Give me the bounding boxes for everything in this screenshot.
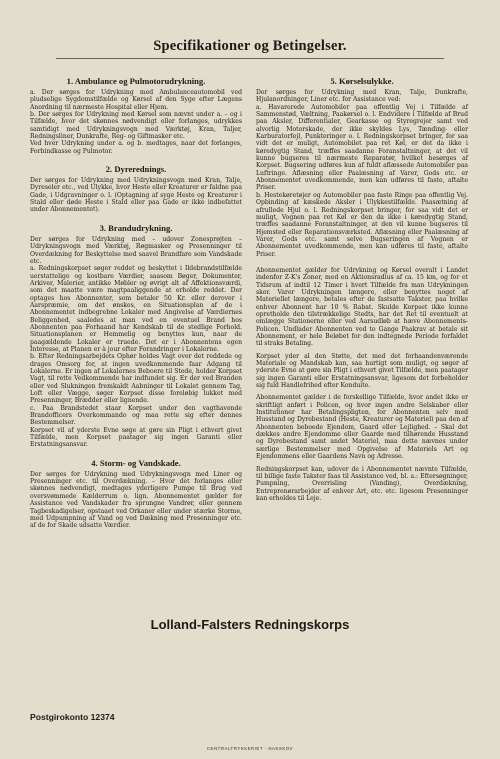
- section-paragraph: Der sørges for Udrykning med Udrykningsvogn med Kran, Talje, Dyreseler etc., ved Ulykke, hvor Heste eller Kreaturer er faldne paa Gade, i Udgravninger o. l. (Optagning af syge Heste og Kreaturer i Stald eller døde Heste i Stald eller paa Gade er ikke indbefattet under Abonnementet).: [30, 177, 242, 214]
- section-paragraph: a. Havarerede Automobiler paa offentlig Vej i Tilfælde af Sammenstød, Væltning, Paakørsel o. l. Endvidere i Tilfælde af Brud paa Aksler, Differentialer, Gearkasse og Styregrejer samt ved alvorlig Motorskade, der ikke skyldes Lys, Tænding- eller Karburatorfejl, Punkteringer o. l. Redningskorpset bringer, for saa vidt det er muligt, Automobilet paa ret Køl, er det da ikke i køredygtig Stand, træffes saadanne Foranstaltninger, at det vil kunne bugseres til nærmeste Reparatør, hvilket besørges af Korpset. Bugsering udføres kun af fuldt aflæssede Automobiler paa Luftringe. Aflæsning eller Paalæsning af Varer, Gods etc. er Abonnementet uvedkommende, men kan udføres til faste, aftalte Priser.: [256, 103, 468, 192]
- section-heading-animal-rescue: 2. Dyrerednings.: [105, 164, 167, 175]
- section-paragraph: b. Efter Redningsarbejdets Ophør holdes Vagt over det reddede og drages Omsorg for, at ingen uvedkommende faar Adgang til Lokalerne. Er ingen af Lokalernes Beboere til Stede, holder Korpset Vagt, til rette Vedkommende har indfundet sig. Er der ved Branden eller ved Slukningen fremkaldt Aabninger til Lokalet gennem Tag, Loft eller Vægge, søger Korpset disse foreløbig lukket med Presenninger, Brædder eller lignende.: [30, 353, 242, 405]
- title-divider: [56, 58, 444, 59]
- section-heading-traffic-accident: 5. Kørselsulykke.: [330, 76, 394, 86]
- section-paragraph: c. Paa Brandstedet staar Korpset under den vagthavende Brandofficers Overkommando og maa rette sig efter dennes Bestemmelser.: [30, 404, 242, 427]
- section-heading-ambulance: 1. Ambulance og Pulmotorudrykning.: [66, 76, 206, 86]
- left-column: [30, 76, 242, 530]
- terms-paragraph: Redningskorpset kan, udover de i Abonnementet nævnte Tilfælde, til billige faste Takster faas til Assistance ved, bl. a.: Eftersøgninger, Pumpning, Overrisling (Vanding), Overdækning, Entreprenørarbejder af enhver Art, etc. etc. ligesom Presenninger kan erholdes til Leje.: [256, 465, 468, 502]
- right-column: [256, 76, 468, 502]
- section-heading-fire: 3. Brandudrykning.: [99, 222, 173, 233]
- organization-name: Lolland-Falsters Redningskorps: [150, 617, 350, 632]
- giro-account: Postgirokonto 12374: [30, 712, 115, 722]
- section-paragraph: Ved hver Udrykning under a. og b. medtages, naar det forlanges, Forbindkasse og Pulmotor.: [30, 140, 242, 155]
- page-title: Specifikationer og Betingelser.: [153, 38, 347, 54]
- section-paragraph: a. Redningskorpset søger reddet og beskyttet i Ildebrandstilfælde uerstattelige og kostbare Værdier, saasom Bøger, Dokumenter, Arkiver, Malerier, antikke Møbler og øvrigt alt af Affektionsværdi, som det maatte være magtpaaliggende at erholde reddet. Der optages hos Abonnenter, som betaler 50 Kr. eller derover i Aarspræmie, om det ønskes, en Situationsplan af de i Abonnementet indbegrebne Lokaler med Angivelse af Værdiernes Beliggenhed, saaledes at man ved en eventuel Brand hos Abonnenten paa Forhaand har Kendskab til de stedlige Forhold. Situationsplanen er Hemmelig og benyttes kun, naar de paagældende Lokaler er truede. Det er i Abonnentens egen Interesse, at Planen er à jour efter Forandringer i Lokalerne.: [30, 265, 242, 353]
- terms-paragraph: Abonnementet gælder for Udrykning og Kørsel overalt i Landet indenfor Z-K's Zoner, med en Aktionsradius af ca. 15 km, og for et Tidsrum af indtil 12 Timer i hvert Tilfælde fra man Udrykningen sker. Varer Udrykningen længere, eller benyttes noget af Materiellet længere, betales efter de fastsatte Takster, paa hvilke enhver Abonnent har 10 % Rabat. Skulde Korpset ikke kunne opretholde den tilstrækkelige Stedts, har det Ret til eventuelt at omlægge Stationerne eller ved Aarsudløb at hæve Abonnements-Policen. Undlader Abonnenten ved to Gange Paakrav at betale sit Abonnement, er hele Beløbet for den indtegnede Periode forfaldet til straks Betaling.: [256, 266, 468, 348]
- printer-imprint: CENTRALTRYKKERIET · NAKSKOV: [206, 746, 294, 751]
- terms-paragraph: Abonnementet gælder i de forskellige Tilfælde, hvor andet ikke er skriftligt anført i Policen, og hvor ingen andre Selskaber eller Institutioner har Betalingspligten, for Abonnenten selv med Husstand og Dyrebestand (Heste, Kreaturer og Materiel) paa den af Abonnenten beboede Ejendom, Gaard eller Lejlighed. – Skal det dækkes andre Ejendomme eller Gaarde med tilhørende Husstand og Dyrebestand samt andet Materiel, maa dette nævnes under særlige Bestemmelser med Opgivelse af Materiels Art og Ejendommens eller Gaardens Navn og Adresse.: [256, 394, 468, 461]
- terms-paragraph: Korpset yder al den Støtte, det med det forhaandenværende Materiale og Mandskab kan, saa hurtigt som muligt, og søger af yderste Evne at gøre sin Pligt i ethvert givet Tilfælde, men paatager sig ingen Garanti eller Erstatningsansvar, ligesom det forbeholder sig fuld Handlefrihed efter Konduite.: [256, 352, 468, 390]
- section-paragraph: b. Der sørges for Udrykning med Kørsel som nævnt under a. – og i Tilfælde, hvor det skønnes nødvendigt eller forlanges, udrykkes samtidigt med Udrykningsvogn med Værktøj, Kran, Taljer, Redningsliner, Dunkrafte, Reg- og Giftmasker etc.: [30, 111, 242, 141]
- section-paragraph: a. Der sørges for Udrykning med Ambulanceautomobil ved pludselige Sygdomstilfælde og Kørsel af den Syge efter Lægens Anordning til nærmeste Hospital eller Hjem.: [30, 89, 242, 111]
- section-paragraph: Der sørges for Udrykning med Udrykningsvogn med Liner og Presenninger etc. til Overdækning. – Hvor det forlanges eller skønnes nødvendigt, medtages yderligere Pumpe til Brug ved oversvømmede Kælderrum o. lign. Abonnementet gælder for Assistance ved Vandskader fra sprungne Vandrør, eller gennem Tagbeskadigelser, opstaaet ved Orkaner eller under stærke Storme, med Udpumpning af Vand og ved Dækning med Presenninger etc. af de for Skade udsatte Værdier.: [30, 470, 242, 530]
- section-paragraph: Der sørges for Udrykning med Kran, Talje, Dunkrafte, Hjulanordninger, Liner etc. for Assistance ved:: [256, 89, 468, 104]
- section-heading-storm-water: 4. Storm- og Vandskade.: [91, 457, 181, 468]
- section-paragraph: Korpset vil af yderste Evne søge at gøre sin Pligt i ethvert givet Tilfælde, men Korpset paatager sig ingen Garanti eller Erstatningsansvar.: [30, 426, 242, 449]
- section-paragraph: b. Hestekøretøjer og Automobiler paa faste Ringe paa offentlig Vej. Opbinding af kæskede Aksler i Ulykkestilfælde. Paasætning af afrullede Hjul o. l. Redningskorpset bringer, for saa vidt det er muligt, Vognen paa ret Køl er den da ikke i køredygtig Stand, træffes saadanne Foranstaltninger, at den vil kunne bugseres til Hjemsted eller Reparationsværksted. Aflæsning eller Paalæsning af Varer, Gods etc. samt selve Bugseringen af Vognen er Abonnementet uvedkommende, men kan udføres til faste, aftalte Priser.: [256, 191, 468, 258]
- section-paragraph: Der sørges for Udrykning med – udover Zonesprøjten – Udrykningsvogn med Værktøj, Røgmasker og Presenninger til Overdækning for Beskyttelse mod saavel Brandfare som Vandskade etc.: [30, 235, 242, 265]
